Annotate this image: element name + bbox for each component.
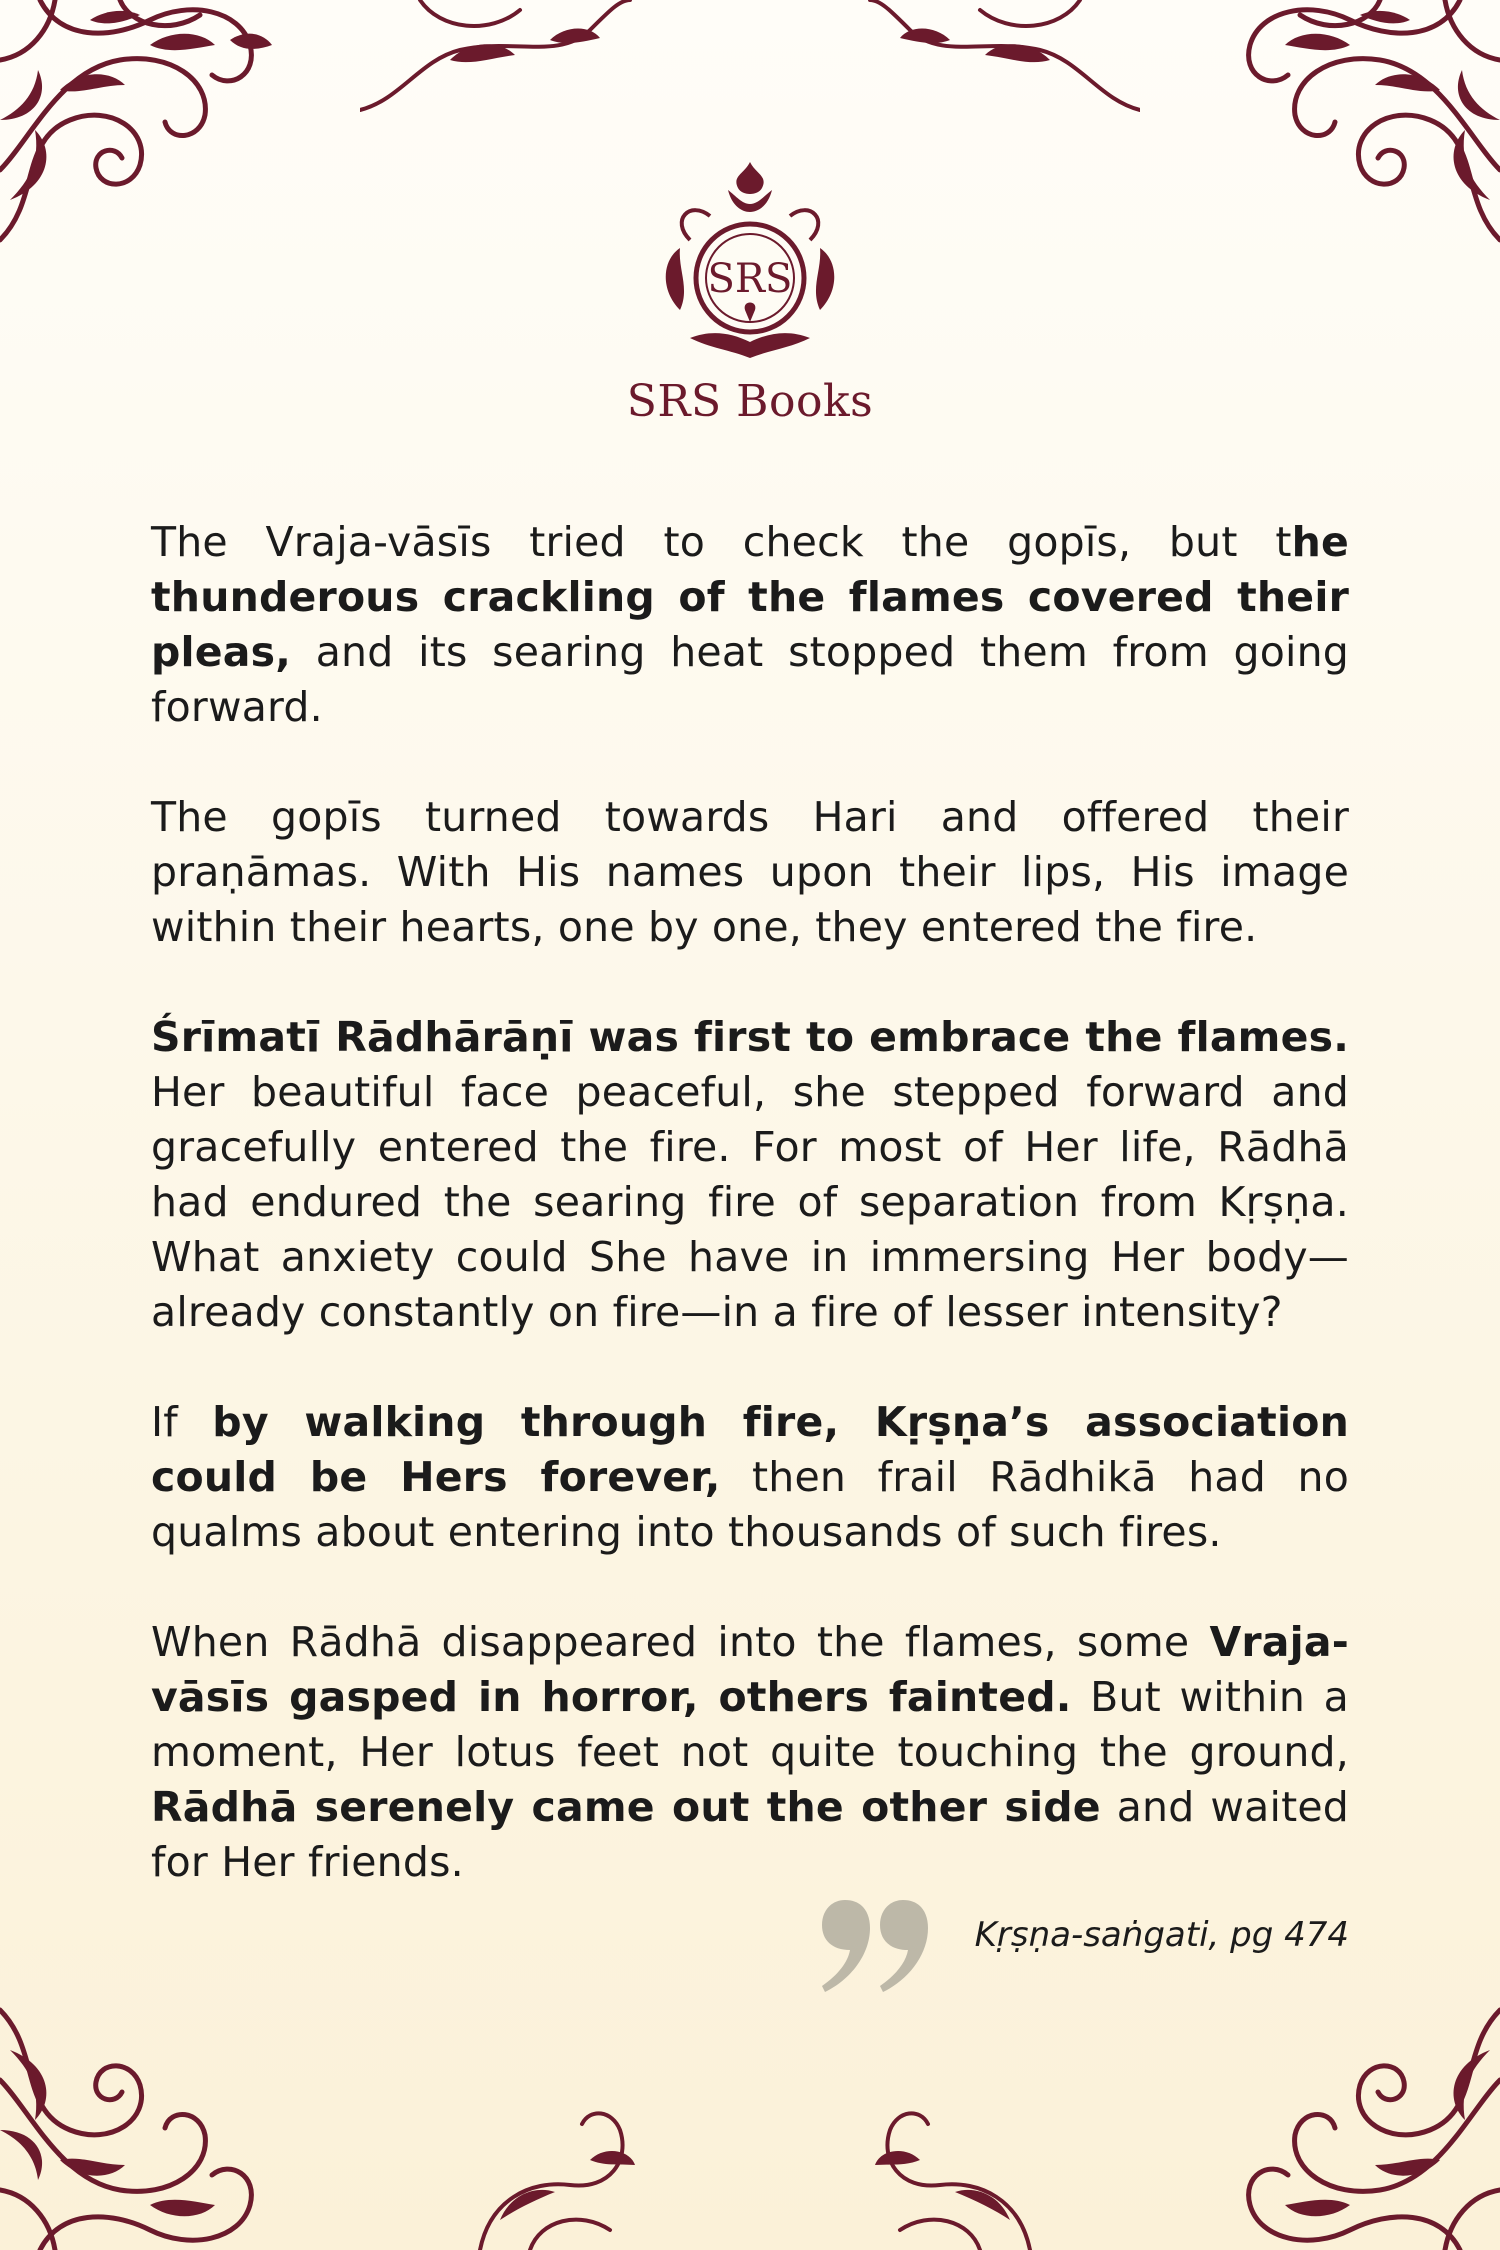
ornament-top-left [0,0,290,250]
baroque-scroll-icon [0,0,290,250]
citation: Kṛṣṇa-saṅgati, pg 474 [974,1915,1349,1955]
crest-logo-icon [650,160,850,370]
baroque-scroll-icon [470,2100,670,2250]
text-segment: If [151,1398,213,1446]
bold-text: he thunderous crackling of the flames covered their pleas, [151,518,1349,676]
bold-text: Vraja-vāsīs gasped in horror, others fainted. [151,1618,1349,1721]
paragraph [151,515,1349,735]
text-segment: then frail Rādhikā had no qualms about entering into thousands of such fires. [151,1453,1349,1556]
baroque-scroll-icon [1210,2000,1500,2250]
ornament-top-right [1210,0,1500,250]
article-body [151,515,1349,1945]
ornament-bottom-inner-right [840,2100,1040,2250]
text-segment: Her beautiful face peaceful, she stepped forward and gracefully entered the fire. For most of Her life, Rādhā had endured the searing fire of separation from Kṛṣṇa. What anxiety could She have in immersing Her body—already constantly on fire—in a fire of lesser intensity? [151,1068,1349,1336]
bold-text: Rādhā serenely came out the other side [151,1783,1101,1831]
text-segment: When Rādhā disappeared into the flames, some [151,1618,1210,1666]
paragraph [151,1395,1349,1560]
text-segment: The Vraja-vāsīs tried to check the gopīs, but t [151,518,1292,566]
bold-text: by walking through fire, Kṛṣṇa’s association could be Hers forever, [151,1398,1349,1501]
paragraph [151,1615,1349,1890]
text-segment: The gopīs turned towards Hari and offered their praṇāmas. With His names upon their lips, His image within their hearts, one by one, they entered the fire. [151,793,1349,951]
brand-name: SRS Books [626,376,874,427]
baroque-scroll-icon [0,2000,290,2250]
baroque-scroll-icon [860,0,1140,130]
baroque-scroll-icon [1210,0,1500,250]
text-segment: But within a moment, Her lotus feet not quite touching the ground, [151,1673,1349,1776]
ornament-top-inner-left [360,0,640,130]
paragraph [151,1010,1349,1340]
paragraph [151,790,1349,955]
baroque-scroll-icon [840,2100,1040,2250]
logo-monogram: SRS [707,256,793,302]
brand-logo [650,160,850,370]
bold-text: Śrīmatī Rādhārāṇī was first to embrace the flames. [151,1013,1349,1061]
text-segment: and waited for Her friends. [151,1783,1349,1886]
ornament-top-inner-right [860,0,1140,130]
ornament-bottom-inner-left [470,2100,670,2250]
text-segment: and its searing heat stopped them from going forward. [151,628,1349,731]
ornament-bottom-right [1210,2000,1500,2250]
closing-quote-icon [820,1900,930,1995]
baroque-scroll-icon [360,0,640,130]
ornament-bottom-left [0,2000,290,2250]
